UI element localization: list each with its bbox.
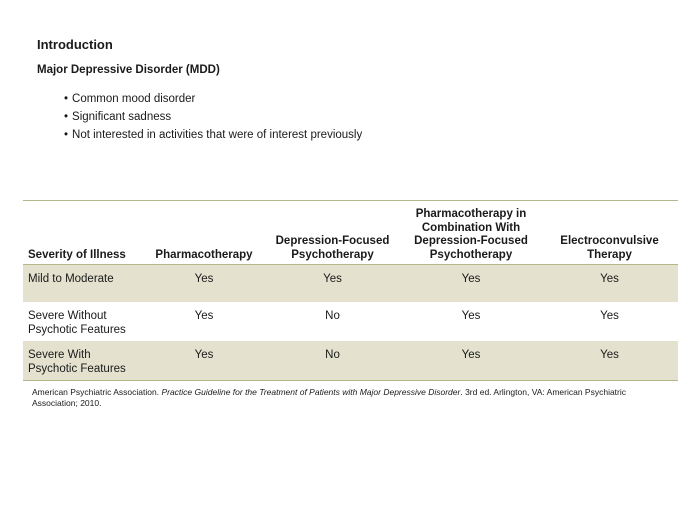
table-cell: Yes xyxy=(401,265,541,303)
table-cell: Yes xyxy=(194,310,214,322)
table-cell: Yes xyxy=(600,310,619,322)
table-cell: Yes xyxy=(144,265,264,303)
slide-title: Introduction xyxy=(37,37,113,52)
header-psychotherapy: Depression-Focused Psychotherapy xyxy=(264,201,401,265)
table-cell: Yes xyxy=(264,265,401,303)
severity-cell: Severe Without Psychotic Features xyxy=(28,310,126,336)
bullet-list xyxy=(64,90,362,144)
citation-title: Practice Guideline for the Treatment of Patients with Major Depressive Disorder xyxy=(161,387,461,397)
table-cell: Yes xyxy=(461,310,481,322)
slide-subtitle: Major Depressive Disorder (MDD) xyxy=(37,64,220,76)
header-combination: Pharmacotherapy in Combination With Depression-Focused Psychotherapy xyxy=(401,201,541,265)
table-row xyxy=(23,302,678,341)
treatment-table xyxy=(23,200,678,381)
header-pharmacotherapy: Pharmacotherapy xyxy=(144,201,264,265)
table-cell: Yes xyxy=(541,265,678,303)
table-cell: No xyxy=(264,341,401,381)
table-cell: Yes xyxy=(401,341,541,381)
header-severity: Severity of Illness xyxy=(23,201,144,265)
header-ect: Electroconvulsive Therapy xyxy=(541,201,678,265)
bullet-item: • Common mood disorder xyxy=(64,90,362,108)
table-cell: Yes xyxy=(541,341,678,381)
table-cell: Yes xyxy=(144,341,264,381)
table-cell: No xyxy=(325,310,340,322)
citation-prefix: American Psychiatric Association. xyxy=(32,387,162,397)
citation xyxy=(32,387,672,409)
severity-cell: Severe With Psychotic Features xyxy=(23,341,144,381)
severity-cell: Mild to Moderate xyxy=(23,265,144,303)
bullet-item: • Not interested in activities that were of interest previously xyxy=(64,126,362,144)
citation-suffix: . 3rd ed. Arlington, VA: American Psychiatric Association; 2010. xyxy=(32,387,627,408)
table-row xyxy=(23,265,678,303)
bullet-item: • Significant sadness xyxy=(64,108,362,126)
table-header-row xyxy=(23,201,678,265)
table-row xyxy=(23,341,678,381)
